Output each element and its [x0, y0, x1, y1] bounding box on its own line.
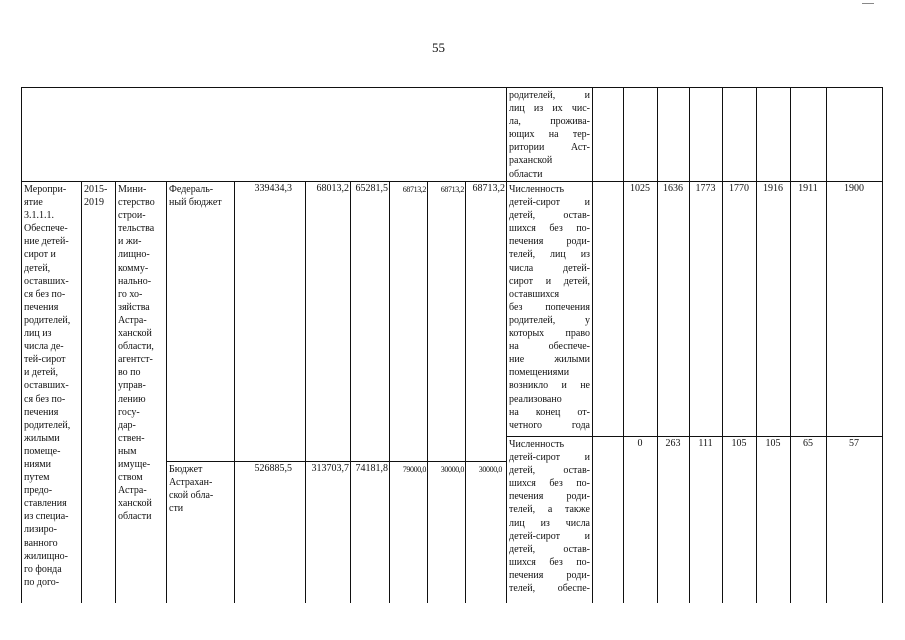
indicator-value: 1636 [663, 183, 683, 194]
funding-source-federal: Федераль- ный бюджет [169, 184, 222, 209]
activity-period: 2015- 2019 [84, 184, 108, 209]
funding-total-regional: 526885,5 [254, 463, 292, 474]
indicator-value: 1025 [630, 183, 650, 194]
indicator-value: 1900 [844, 183, 864, 194]
funding-year-cell: 68013,2 [316, 183, 349, 194]
indicator-value: 111 [698, 438, 713, 449]
indicator-value: 57 [849, 438, 859, 449]
indicator-value: 1911 [798, 183, 818, 194]
indicator-text: Численность детей-сирот и детей, остав- шихся без по- печения роди- телей, лиц из числа детей- сирот и детей, оставшихся без попечения родителей, у которых право на обеспече- ние жилыми помещениями возникло и не реализовано на конец от- четного года [509, 184, 590, 431]
indicator-continuation-text: родителей, и лиц из их чис- ла, прожива- ющих на тер- ритории Аст- раханской области [509, 90, 590, 180]
page-number: 55 [432, 40, 445, 55]
indicator-value: 65 [803, 438, 813, 449]
indicator-value: 1916 [763, 183, 783, 194]
activity-name: Меропри- ятие 3.1.1.1. Обеспече- ние детей- сирот и детей, оставших- ся без по- печения родителей, лиц из числа де- тей-сирот и детей, оставших- ся без по- печения родителей, жилыми помеще- ниями путем предо- ставления из специа- лизиро- ванного жилищно- го фонда по дого- [24, 184, 71, 588]
indicator-text: Численность детей-сирот и детей, остав- шихся без по- печения роди- телей, а также лиц из числа детей-сирот и детей, остав- шихся без по- печения роди- телей, обеспе- [509, 439, 590, 595]
indicator-value: 1770 [729, 183, 749, 194]
funding-year-cell: 79000,0 [402, 465, 426, 474]
funding-year-cell: 30000,0 [478, 465, 502, 474]
funding-year-cell: 68713,2 [472, 183, 505, 194]
funding-source-regional: Бюджет Астрахан- ской обла- сти [169, 464, 214, 515]
scan-mark [862, 3, 874, 4]
indicator-value: 105 [731, 438, 747, 449]
funding-year-cell: 68713,2 [440, 185, 464, 194]
indicator-value: 0 [637, 438, 643, 449]
indicator-value: 105 [765, 438, 781, 449]
funding-year-cell: 74181,8 [355, 463, 388, 474]
funding-year-cell: 313703,7 [311, 463, 349, 474]
funding-year-cell: 65281,5 [355, 183, 388, 194]
funding-year-cell: 30000,0 [440, 465, 464, 474]
funding-total-federal: 339434,3 [254, 183, 292, 194]
funding-year-cell: 68713,2 [402, 185, 426, 194]
indicator-value: 263 [665, 438, 681, 449]
activity-executor: Мини- стерство строи- тельства и жи- лищно- комму- нально- го хо- зяйства Астра- ханской области, агентст- во по управ- лению госу- дар- ствен- ным имуще- ством Астра- ханской области [118, 184, 155, 523]
indicator-value: 1773 [695, 183, 716, 194]
